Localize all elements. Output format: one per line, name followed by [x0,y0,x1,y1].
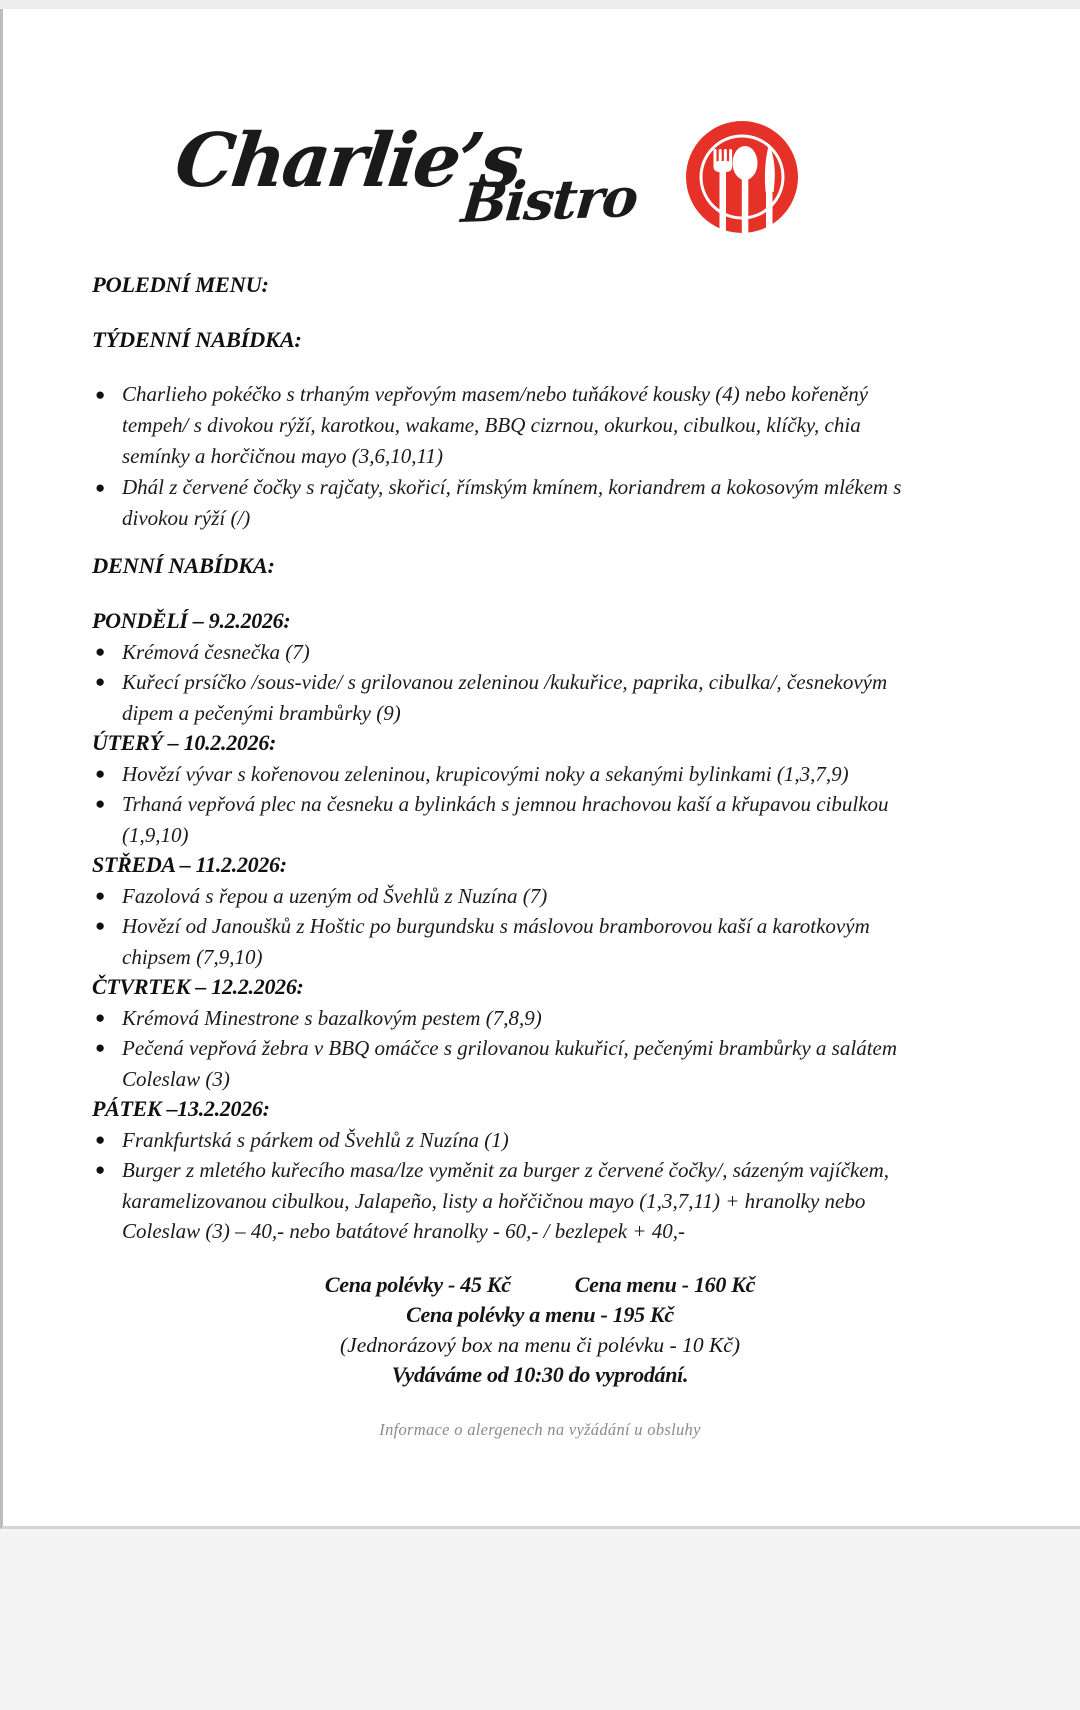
menu-item-text: Hovězí vývar s kořenovou zeleninou, krupicovými noky a sekanými bylinkami (1,3,7,9) [122,761,849,786]
list-item [92,379,912,472]
bullet-icon: ● [95,385,106,404]
list-item [92,472,912,534]
combo-price: Cena polévky a menu - 195 Kč [406,1302,674,1327]
day-block-thursday [92,972,912,1094]
logo-title: Charlie’s [170,118,525,204]
menu-item-text: Krémová Minestrone s bazalkovým pestem (7,8,9) [122,1005,542,1030]
menu-item-text: Krémová česnečka (7) [122,639,310,664]
day-items-list [92,1125,912,1247]
list-item [92,881,912,912]
menu-item-text: Kuřecí prsíčko /sous-vide/ s grilovanou zeleninou /kukuřice, paprika, cibulka/, česnekovým dipem a pečenými brambůrky (9) [122,670,888,725]
day-items-list [92,759,912,851]
menu-price: Cena menu - 160 Kč [574,1272,756,1297]
menu-item-text: Pečená vepřová žebra v BBQ omáčce s grilovanou kukuřicí, pečenými brambůrky a salátem Coleslaw (3) [122,1036,898,1091]
weekly-offer-heading: TÝDENNÍ NABÍDKA: [92,327,302,352]
menu-item-text: Fazolová s řepou a uzeným od Švehlů z Nuzína (7) [122,883,548,908]
viewer-top-strip [0,0,1080,9]
bullet-icon: ● [95,478,106,497]
day-block-monday [92,606,912,728]
bullet-icon: ● [95,794,106,813]
bullet-icon: ● [95,885,106,905]
menu-item-text: Charlieho pokéčko s trhaným vepřovým masem/nebo tuňákové kousky (4) nebo kořeněný tempeh/ s divokou rýží, karotkou, wakame, BBQ cizrnou, okurkou, cibulkou, klíčky, chia semínky a horčičnou mayo (3,6,10,11) [122,382,869,468]
day-label: PONDĚLÍ – 9.2.2026: [92,608,291,633]
day-block-tuesday [92,728,912,850]
day-label: STŘEDA – 11.2.2026: [92,852,287,877]
bullet-icon: ● [95,1007,106,1027]
day-items-list [92,637,912,729]
day-label: PÁTEK –13.2.2026: [92,1096,270,1121]
menu-item-text: Hovězí od Janoušků z Hoštic po burgundsku s máslovou bramborovou kaší a karotkovým chipsem (7,9,10) [122,914,870,969]
list-item [92,1155,912,1247]
list-item [92,759,912,790]
weekly-items-list [92,379,912,534]
soup-price: Cena polévky - 45 Kč [324,1272,511,1297]
day-block-friday [92,1094,912,1247]
lunch-menu-heading: POLEDNÍ MENU: [92,272,269,297]
menu-content [92,270,912,1247]
list-item [92,911,912,972]
list-item [92,637,912,668]
logo-subtitle: Bistro [458,164,640,236]
menu-item-text: Dhál z červené čočky s rajčaty, skořicí, římským kmínem, koriandrem a kokosovým mlékem s divokou rýží (/) [122,475,902,530]
list-item [92,789,912,850]
serving-time: Vydáváme od 10:30 do vyprodání. [391,1362,689,1387]
menu-item-text: Burger z mletého kuřecího masa/lze vyměnit za burger z červené čočky/, sázeným vajíčkem, karamelizovanou cibulkou, Jalapeño, listy a hořčičnou mayo (1,3,7,11) + hranolky nebo Coleslaw (3) – 40,- nebo batátové hranolky - 60,- / bezlepek + 40,- [122,1158,890,1243]
prices-block [0,1270,1080,1390]
takeaway-box-note: (Jednorázový box na menu či polévku - 10 Kč) [340,1333,740,1357]
daily-offer-heading: DENNÍ NABÍDKA: [92,553,275,578]
bullet-icon: ● [95,1160,106,1179]
list-item [92,1003,912,1034]
allergen-footer: Informace o alergenech na vyžádání u obsluhy [379,1420,701,1439]
day-items-list [92,881,912,973]
bullet-icon: ● [95,641,106,661]
price-row-soup-menu [0,1270,1080,1300]
menu-item-text: Frankfurtská s párkem od Švehlů z Nuzína (1) [122,1127,509,1152]
plate-cutlery-icon [684,120,800,246]
day-block-wednesday [92,850,912,972]
bullet-icon: ● [95,1038,106,1057]
list-item [92,667,912,728]
menu-item-text: Trhaná vepřová plec na česneku a bylinkách s jemnou hrachovou kaší a křupavou cibulkou (1,9,10) [122,792,889,847]
day-items-list [92,1003,912,1095]
daily-menu [92,606,912,1247]
day-label: ÚTERÝ – 10.2.2026: [92,730,277,755]
list-item [92,1033,912,1094]
logo-area [0,112,1080,252]
day-label: ČTVRTEK – 12.2.2026: [92,974,304,999]
list-item [92,1125,912,1156]
bullet-icon: ● [95,916,106,935]
bullet-icon: ● [95,1129,106,1149]
bullet-icon: ● [95,763,106,783]
bullet-icon: ● [95,672,106,691]
